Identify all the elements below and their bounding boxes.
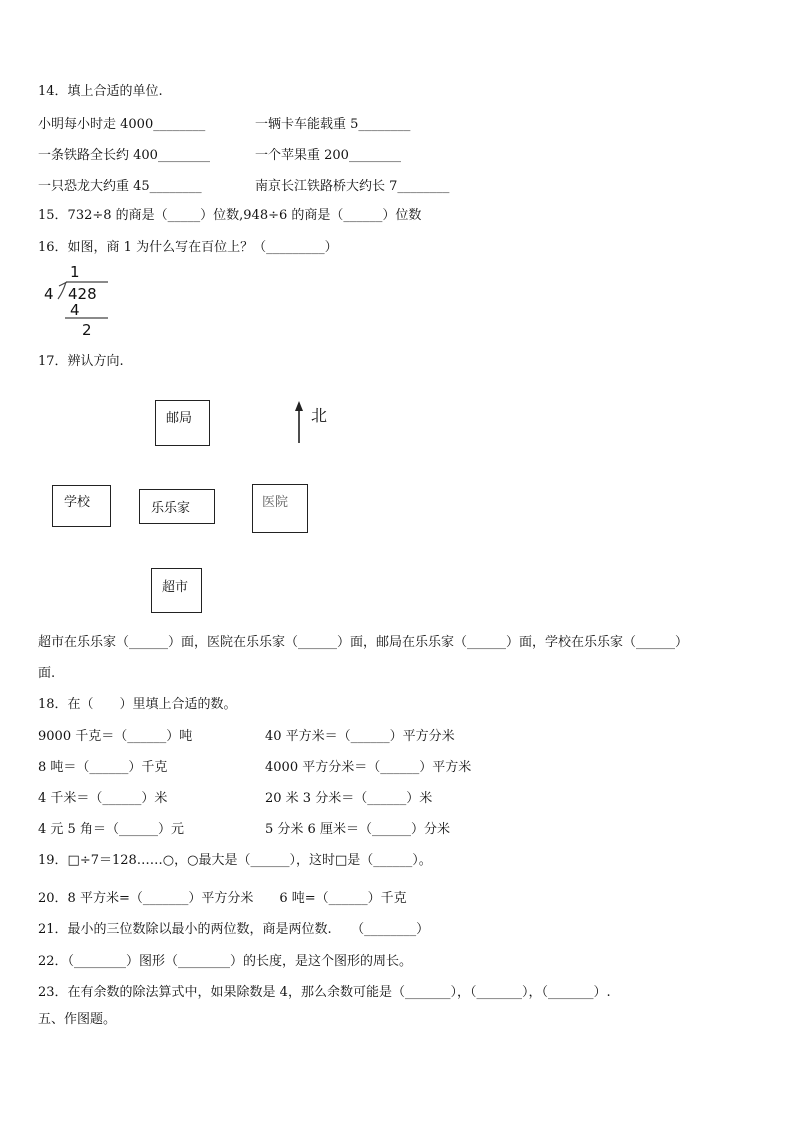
home-label: 乐乐家 — [151, 501, 191, 516]
q18-row3-right: 20 米 3 分米＝（______）米 — [265, 791, 433, 806]
supermarket-label: 超市 — [162, 580, 189, 595]
q18-row2-right: 4000 平方分米＝（______）平方米 — [265, 760, 472, 775]
q19-text: 19．□÷7＝128……○，○最大是（______），这时□是（______）。 — [38, 853, 432, 868]
q14-row1-right: 一辆卡车能载重 5________ — [255, 117, 411, 132]
post-office-label: 邮局 — [166, 411, 193, 426]
q14-row3-right: 南京长江铁路桥大约长 7________ — [255, 179, 450, 194]
q18-row1-right: 40 平方米＝（______）平方分米 — [265, 729, 455, 744]
section5-heading: 五、作图题。 — [38, 1012, 117, 1027]
q18-title: 18．在（ ）里填上合适的数。 — [38, 697, 237, 712]
division-remainder: 2 — [82, 321, 92, 339]
north-label: 北 — [311, 406, 328, 425]
school-label: 学校 — [64, 495, 91, 510]
q22-text: 22．（________）图形（________）的长度，是这个图形的周长。 — [38, 954, 413, 969]
q14-row3-left: 一只恐龙大约重 45________ — [38, 179, 202, 194]
q18-row4-right: 5 分米 6 厘米＝（______）分米 — [265, 822, 450, 837]
q21-text: 21．最小的三位数除以最小的两位数，商是两位数. （________） — [38, 922, 430, 937]
q14-row2-left: 一条铁路全长约 400________ — [38, 148, 210, 163]
division-dividend: 428 — [68, 285, 97, 303]
q18-row2-left: 8 吨＝（______）千克 — [38, 760, 168, 775]
q18-row4-left: 4 元 5 角＝（______）元 — [38, 822, 184, 837]
hospital-label: 医院 — [262, 495, 289, 510]
q16-text: 16．如图，商 1 为什么写在百位上？（_________） — [38, 240, 338, 255]
q17-title: 17．辨认方向. — [38, 354, 124, 369]
q17-answer-line1: 超市在乐乐家（______）面，医院在乐乐家（______）面，邮局在乐乐家（______）面，学校在乐乐家（______） — [38, 635, 689, 650]
division-product: 4 — [70, 301, 80, 319]
division-quotient: 1 — [70, 263, 80, 281]
q17-answer-line2: 面. — [38, 666, 56, 681]
q14-title: 14．填上合适的单位. — [38, 84, 163, 99]
division-divisor: 4 — [44, 285, 54, 303]
q18-row1-left: 9000 千克＝（______）吨 — [38, 729, 193, 744]
q14-row1-left: 小明每小时走 4000________ — [38, 117, 206, 132]
q14-row2-right: 一个苹果重 200________ — [255, 148, 401, 163]
q15-text: 15．732÷8 的商是（_____）位数,948÷6 的商是（______）位数 — [38, 208, 422, 223]
q18-row3-left: 4 千米＝（______）米 — [38, 791, 168, 806]
q23-text: 23．在有余数的除法算式中，如果除数是 4，那么余数可能是（_______），（_______），（_______）. — [38, 985, 611, 1000]
q20-text: 20．8 平方米=（_______）平方分米 6 吨=（______）千克 — [38, 891, 407, 906]
